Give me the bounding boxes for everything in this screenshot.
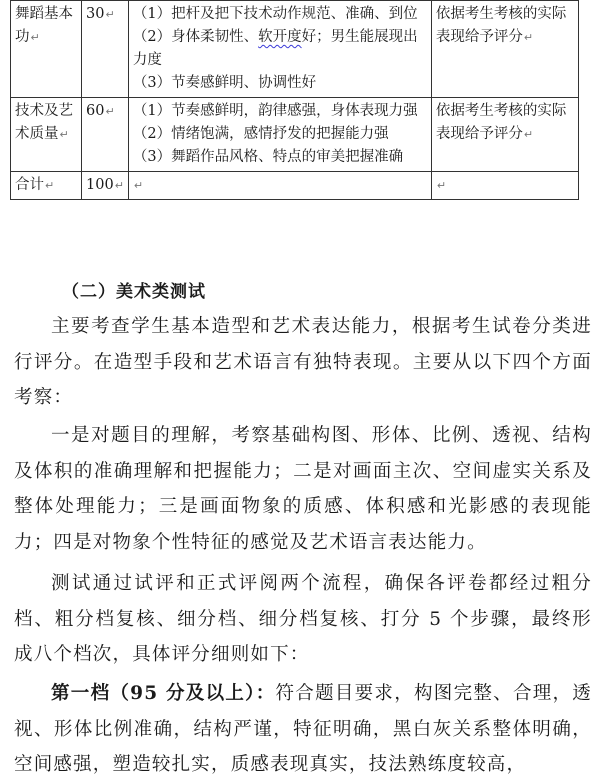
return-mark-icon: ↵ <box>523 31 534 44</box>
return-mark-icon: ↵ <box>105 105 115 118</box>
paragraph-process <box>14 566 592 673</box>
paragraph-text: 主要考查学生基本造型和艺术表达能力，根据考生试卷分类进行评分。在造型手段和艺术语言有独特表现。主要从以下四个方面考察： <box>14 316 592 408</box>
note-cell <box>431 98 578 172</box>
note-cell <box>431 172 578 200</box>
paragraph-text: 测试通过试评和正式评阅两个流程，确保各评卷都经过粗分档、粗分档复核、细分档、细分档复核、打分 5 个步骤，最终形成八个档次，具体评分细则如下： <box>14 573 592 665</box>
criteria-cell <box>128 1 431 98</box>
section-heading: （二）美术类测试 <box>62 282 206 302</box>
criteria-line: （3）舞蹈作品风格、特点的审美把握准确 <box>132 149 404 165</box>
criteria-cell <box>128 98 431 172</box>
criteria-cell <box>128 172 431 200</box>
table-row <box>11 1 579 98</box>
item-label: 技术及艺术质量 <box>15 103 73 142</box>
score-cell <box>82 172 129 200</box>
note-text: 依据考生考核的实际表现给予评分 <box>435 6 567 45</box>
paragraph-intro <box>14 309 592 416</box>
score-value: 100 <box>86 177 114 193</box>
note-text: 依据考生考核的实际表现给予评分 <box>435 103 567 142</box>
grade-text: 符合题目要求，构图完整、合理，透视、形体比例准确，结构严谨，特征明确，黑白灰关系整体明确，空间感强，塑造较扎实，质感表现真实，技法熟练度较高， <box>14 683 592 775</box>
return-mark-icon: ↵ <box>30 31 40 44</box>
return-mark-icon: ↵ <box>45 179 55 192</box>
item-cell <box>11 98 82 172</box>
return-mark-icon: ↵ <box>523 128 534 141</box>
table-row <box>11 172 579 200</box>
score-value: 30 <box>86 6 105 22</box>
criteria-line: （1）把杆及把下技术动作规范、准确、到位 <box>132 6 418 22</box>
grade-lead: 第一档（95 分及以上）： <box>51 683 276 704</box>
return-mark-icon: ↵ <box>436 179 447 192</box>
criteria-line: （3）节奏感鲜明、协调性好 <box>132 75 317 91</box>
score-cell <box>82 98 129 172</box>
note-cell <box>431 1 578 98</box>
table-row <box>11 98 579 172</box>
paragraph-grade-one <box>14 676 592 783</box>
score-value: 60 <box>86 103 105 119</box>
paragraph-criteria <box>14 418 592 560</box>
return-mark-icon: ↵ <box>105 8 115 21</box>
item-cell <box>11 1 82 98</box>
return-mark-icon: ↵ <box>59 128 69 141</box>
return-mark-icon: ↵ <box>133 179 144 192</box>
paragraph-text: 一是对题目的理解，考察基础构图、形体、比例、透视、结构及体积的准确理解和把握能力；二是对画面主次、空间虚实关系及整体处理能力；三是画面物象的质感、体积感和光影感的表现能力；四是对物象个性特征的感觉及艺术语言表达能力。 <box>14 425 592 553</box>
scoring-table <box>10 0 579 200</box>
item-label: 舞蹈基本功 <box>15 6 73 45</box>
return-mark-icon: ↵ <box>114 179 124 192</box>
criteria-line: （1）节奏感鲜明，韵律感强，身体表现力强 <box>132 103 418 119</box>
item-label: 合计 <box>15 177 44 193</box>
score-cell <box>82 1 129 98</box>
criteria-line: （2）情绪饱满，感情抒发的把握能力强 <box>132 126 389 142</box>
paragraph-text <box>14 676 592 783</box>
criteria-line: （2）身体柔韧性、软开度好；男生能展现出力度 <box>132 29 418 68</box>
item-cell <box>11 172 82 200</box>
